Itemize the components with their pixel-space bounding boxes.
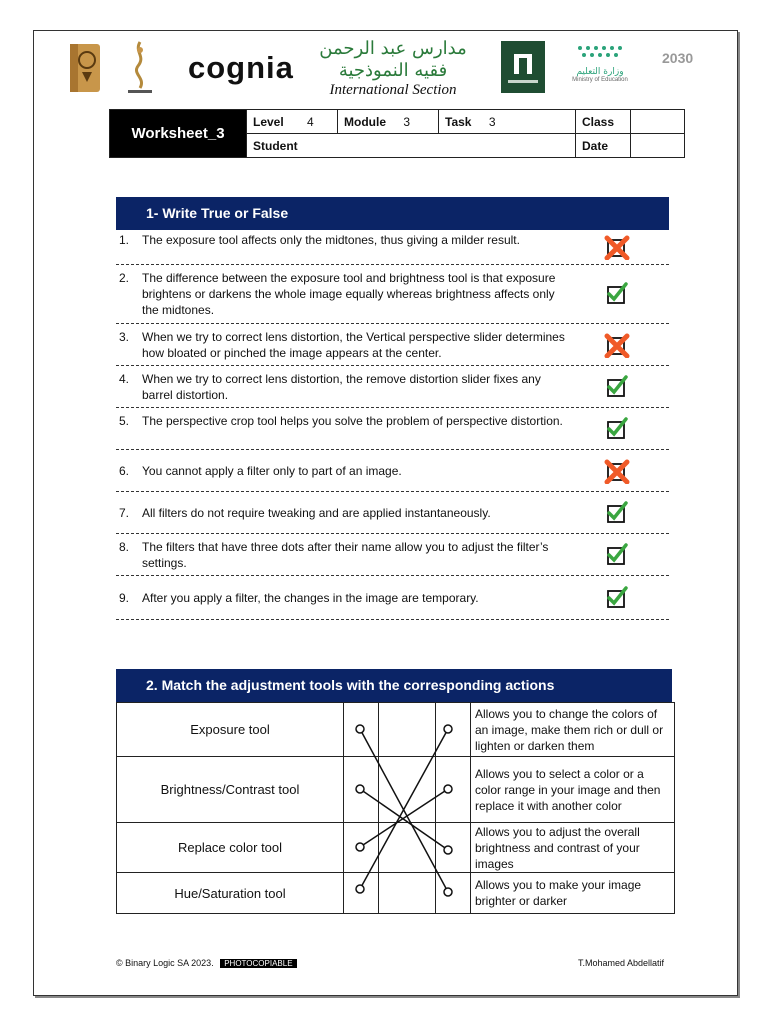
true-false-list bbox=[116, 230, 669, 620]
date-field[interactable] bbox=[631, 134, 685, 158]
tf-item-1 bbox=[116, 230, 669, 265]
module-value: 3 bbox=[403, 114, 411, 129]
matching-lines bbox=[342, 702, 472, 913]
task-value: 3 bbox=[488, 114, 496, 129]
action-cell: Allows you to select a color or a color range in your image and then replace it with another color bbox=[471, 757, 675, 823]
tf-item-number: 3. bbox=[119, 329, 130, 344]
logo-row bbox=[60, 38, 720, 100]
ministry-arabic: وزارة التعليم bbox=[576, 67, 624, 77]
section1-title: 1- Write True or False bbox=[116, 197, 669, 230]
module-label: Module bbox=[344, 114, 386, 129]
vision-2030-logo: 2030 bbox=[662, 50, 694, 66]
tf-item-number: 9. bbox=[119, 590, 130, 605]
cross-icon[interactable] bbox=[604, 234, 630, 260]
tf-item-number: 1. bbox=[119, 233, 130, 247]
tf-item-number: 6. bbox=[119, 463, 130, 478]
tf-item-text: All filters do not require tweaking and are applied instantaneously. bbox=[142, 505, 491, 520]
tf-item-8 bbox=[116, 534, 669, 576]
action-cell: Allows you to adjust the overall brightness and contrast of your images bbox=[471, 823, 675, 873]
school-arabic-name: مدارس عبد الرحمن فقيه النموذجية bbox=[319, 38, 467, 81]
tf-item-text: The exposure tool affects only the midtones, thus giving a milder result. bbox=[142, 233, 520, 247]
class-label: Class bbox=[576, 110, 631, 134]
check-icon[interactable] bbox=[604, 281, 630, 307]
action-cell: Allows you to make your image brighter or darker bbox=[471, 873, 675, 914]
cross-icon[interactable] bbox=[604, 332, 630, 358]
school-logo bbox=[313, 38, 473, 99]
class-field[interactable] bbox=[631, 110, 685, 134]
tf-item-text: When we try to correct lens distortion, the Vertical perspective slider determines how bloated or pinched the image appears at the center. bbox=[142, 329, 565, 360]
tf-item-text: The filters that have three dots after their name allow you to adjust the filter’s settings. bbox=[142, 539, 549, 570]
left-dot[interactable] bbox=[356, 725, 364, 733]
right-dot[interactable] bbox=[444, 846, 452, 854]
tf-item-3 bbox=[116, 324, 669, 366]
right-dot[interactable] bbox=[444, 888, 452, 896]
footer-copyright bbox=[116, 958, 297, 968]
level-label: Level bbox=[253, 114, 284, 129]
book-logo-icon bbox=[68, 38, 102, 94]
school-section: International Section bbox=[329, 82, 457, 98]
green-seal-icon bbox=[500, 40, 546, 94]
tf-item-number: 2. bbox=[119, 271, 130, 285]
tf-item-5 bbox=[116, 408, 669, 450]
tf-item-text: The perspective crop tool helps you solve the problem of perspective distortion. bbox=[142, 413, 563, 428]
ministry-logo bbox=[565, 44, 635, 83]
tf-item-text: The difference between the exposure tool and brightness tool is that exposure brightens or darkens the whole image equally whereas brightness affects only the midtones. bbox=[142, 271, 556, 317]
tf-item-number: 4. bbox=[119, 371, 130, 386]
level-value: 4 bbox=[307, 114, 314, 129]
worksheet-title: Worksheet_3 bbox=[110, 110, 247, 158]
tf-item-number: 5. bbox=[119, 413, 130, 428]
cognia-logo: cognia bbox=[188, 50, 294, 85]
tf-item-2 bbox=[116, 265, 669, 324]
left-dot[interactable] bbox=[356, 885, 364, 893]
true-false-section bbox=[116, 197, 669, 620]
date-label: Date bbox=[576, 134, 631, 158]
right-dot[interactable] bbox=[444, 725, 452, 733]
ministry-dots-icon bbox=[570, 44, 630, 62]
check-icon[interactable] bbox=[604, 500, 630, 526]
tf-item-4 bbox=[116, 366, 669, 408]
tf-item-9 bbox=[116, 576, 669, 620]
check-icon[interactable] bbox=[604, 416, 630, 442]
ministry-english: Ministry of Education bbox=[572, 77, 628, 83]
tool-cell: Replace color tool bbox=[117, 823, 344, 873]
tool-cell: Hue/Saturation tool bbox=[117, 873, 344, 914]
level-cell bbox=[247, 110, 338, 134]
check-icon[interactable] bbox=[604, 585, 630, 611]
worksheet-info-table bbox=[109, 109, 685, 158]
tf-item-number: 7. bbox=[119, 505, 130, 520]
tf-item-number: 8. bbox=[119, 539, 130, 554]
tool-cell: Exposure tool bbox=[117, 703, 344, 757]
task-cell bbox=[439, 110, 576, 134]
action-cell: Allows you to change the colors of an image, make them rich or dull or lighten or darken them bbox=[471, 703, 675, 757]
photocopiable-badge: PHOTOCOPIABLE bbox=[220, 959, 296, 968]
school-emblem-icon bbox=[122, 38, 158, 98]
tf-item-text: You cannot apply a filter only to part of an image. bbox=[142, 463, 402, 478]
left-dot[interactable] bbox=[356, 785, 364, 793]
student-label: Student bbox=[247, 134, 576, 158]
footer-author: T.Mohamed Abdellatif bbox=[578, 958, 665, 968]
copyright-text: © Binary Logic SA 2023. bbox=[116, 958, 214, 968]
tool-cell: Brightness/Contrast tool bbox=[117, 757, 344, 823]
tf-item-text: When we try to correct lens distortion, the remove distortion slider fixes any barrel distortion. bbox=[142, 371, 541, 402]
tf-item-7 bbox=[116, 492, 669, 534]
task-label: Task bbox=[445, 114, 472, 129]
check-icon[interactable] bbox=[604, 542, 630, 568]
left-dot[interactable] bbox=[356, 843, 364, 851]
module-cell bbox=[338, 110, 439, 134]
cross-icon[interactable] bbox=[604, 458, 630, 484]
section2-title: 2. Match the adjustment tools with the corresponding actions bbox=[116, 669, 672, 702]
check-icon[interactable] bbox=[604, 374, 630, 400]
right-dot[interactable] bbox=[444, 785, 452, 793]
tf-item-6 bbox=[116, 450, 669, 492]
tf-item-text: After you apply a filter, the changes in the image are temporary. bbox=[142, 590, 479, 605]
